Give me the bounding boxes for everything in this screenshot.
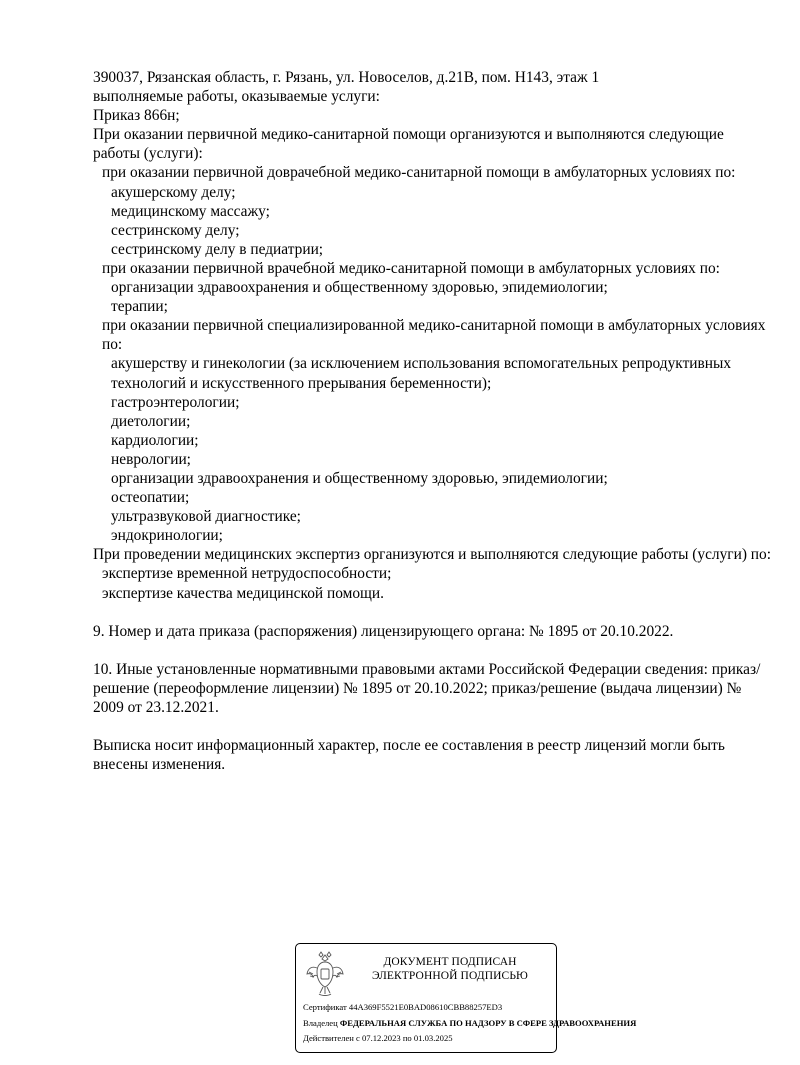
stamp-title-line2: ЭЛЕКТРОННОЙ ПОДПИСЬЮ bbox=[372, 970, 528, 982]
stamp-title-line1: ДОКУМЕНТ ПОДПИСАН bbox=[383, 956, 517, 968]
other-info-paragraph: 10. Иные установленные нормативными правовыми актами Российской Федерации сведения: приказ/решение (переоформление лицензии) № 1895 от 20.10.2022; приказ/решение (выдача лицензии) № 2009 от 23.12.2021. bbox=[93, 660, 761, 717]
document-line: терапии; bbox=[111, 298, 168, 316]
stamp-title bbox=[352, 955, 548, 983]
document-line: При оказании первичной медико-санитарной помощи организуются и выполняются следующие работы (услуги): bbox=[93, 126, 728, 163]
validity-dates: с 07.12.2023 по 01.03.2025 bbox=[356, 1033, 453, 1043]
document-line: при оказании первичной специализированной медико-санитарной помощи в амбулаторных условиях по: bbox=[102, 317, 770, 354]
order-number-paragraph: 9. Номер и дата приказа (распоряжения) лицензирующего органа: № 1895 от 20.10.2022. bbox=[93, 622, 674, 640]
document-line: сестринскому делу; bbox=[111, 221, 240, 239]
certificate-line bbox=[303, 1002, 502, 1013]
document-line: Приказ 866н; bbox=[93, 107, 180, 125]
document-line: кардиологии; bbox=[111, 431, 199, 449]
document-line: экспертизе временной нетрудоспособности; bbox=[102, 565, 392, 583]
document-line: ультразвуковой диагностике; bbox=[111, 508, 301, 526]
certificate-number: 44A369F5521E0BAD08610CBB88257ED3 bbox=[348, 1002, 503, 1012]
document-line: организации здравоохранения и общественному здоровью, эпидемиологии; bbox=[111, 469, 608, 487]
document-line: При проведении медицинских экспертиз организуются и выполняются следующие работы (услуги) по: bbox=[93, 546, 772, 564]
document-line: выполняемые работы, оказываемые услуги: bbox=[93, 88, 380, 106]
document-body bbox=[93, 68, 773, 774]
electronic-signature-stamp bbox=[295, 943, 637, 1053]
owner-line bbox=[303, 1018, 636, 1029]
services-list bbox=[93, 68, 773, 603]
document-line: неврологии; bbox=[111, 450, 191, 468]
document-line: эндокринологии; bbox=[111, 527, 223, 545]
document-line: диетологии; bbox=[111, 412, 191, 430]
disclaimer-paragraph: Выписка носит информационный характер, после ее составления в реестр лицензий могли быть внесены изменения. bbox=[93, 737, 729, 774]
document-line: акушерству и гинекологии (за исключением использования вспомогательных репродуктивных технологий и искусственного прерывания беременности); bbox=[111, 355, 735, 392]
validity-label: Действителен bbox=[303, 1033, 354, 1043]
document-line: медицинскому массажу; bbox=[111, 202, 270, 220]
document-line: акушерскому делу; bbox=[111, 183, 236, 201]
certificate-label: Сертификат bbox=[303, 1002, 347, 1012]
owner-label: Владелец bbox=[303, 1018, 338, 1028]
owner-name: ФЕДЕРАЛЬНАЯ СЛУЖБА ПО НАДЗОРУ В СФЕРЕ ЗДРАВООХРАНЕНИЯ bbox=[339, 1018, 637, 1028]
document-line: при оказании первичной доврачебной медико-санитарной помощи в амбулаторных условиях по: bbox=[102, 164, 736, 182]
validity-line bbox=[303, 1033, 453, 1044]
document-line: сестринскому делу в педиатрии; bbox=[111, 240, 324, 258]
document-line: остеопатии; bbox=[111, 489, 190, 507]
document-line: экспертизе качества медицинской помощи. bbox=[102, 584, 384, 602]
document-line: организации здравоохранения и общественному здоровью, эпидемиологии; bbox=[111, 279, 608, 297]
document-line: 390037, Рязанская область, г. Рязань, ул. Новоселов, д.21В, пом. Н143, этаж 1 bbox=[93, 69, 600, 86]
document-line: при оказании первичной врачебной медико-санитарной помощи в амбулаторных условиях по: bbox=[102, 259, 720, 277]
coat-of-arms-icon bbox=[305, 950, 345, 998]
document-line: гастроэнтерологии; bbox=[111, 393, 240, 411]
